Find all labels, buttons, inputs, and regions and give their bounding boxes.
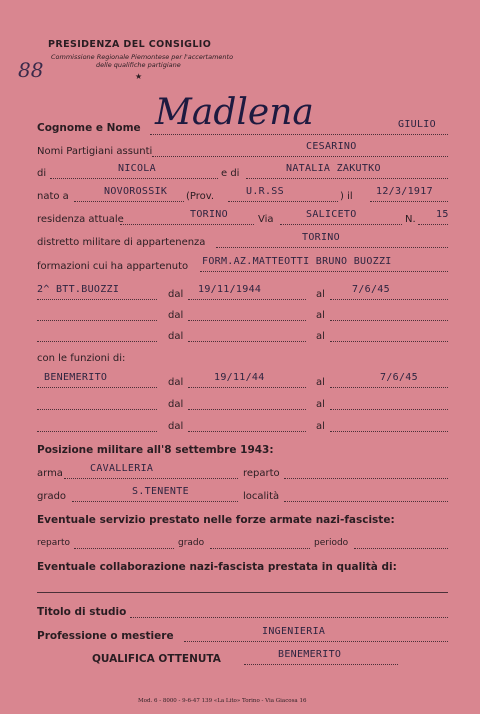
label-qualification: QUALIFICA OTTENUTA (92, 653, 221, 665)
print-footer: Mod. 6 - 8000 - 9-6-47 139 «La Lito» Torino - Via Giacosa 16 (138, 698, 307, 704)
value-profession: INGENIERIA (262, 626, 326, 637)
label-province: (Prov. (186, 191, 215, 202)
value-first-name: GIULIO (398, 119, 436, 130)
label-from: dal (168, 289, 184, 300)
value-birth-date: 12/3/1917 (376, 186, 433, 197)
label-born-in: nato a (37, 191, 69, 202)
header-title: PRESIDENZA DEL CONSIGLIO (48, 39, 212, 50)
star-icon: ★ (135, 72, 143, 81)
signature-surname: Madlena (155, 92, 314, 133)
label-period: periodo (314, 538, 349, 548)
label-father: di (37, 168, 47, 179)
label-residence: residenza attuale (37, 214, 124, 225)
label-street: Via (258, 214, 274, 225)
value-military-district: TORINO (302, 232, 340, 243)
label-partisan-names: Nomi Partigiani assunti (37, 146, 153, 157)
label-surname-name: Cognome e Nome (37, 122, 141, 134)
value-arm: CAVALLERIA (90, 463, 154, 474)
value-partisan-name: CESARINO (306, 141, 357, 152)
value-formation: FORM.AZ.MATTEOTTI BRUNO BUOZZI (202, 256, 392, 267)
line-surname-name (150, 134, 448, 135)
label-military-position: Posizione militare all'8 settembre 1943: (37, 444, 274, 456)
label-rank-2: grado (178, 538, 205, 548)
header-qualifications: delle qualifiche partigiane (96, 61, 181, 69)
value-street-number: 15 (436, 209, 449, 220)
value-function-to: 7/6/45 (380, 372, 418, 383)
label-collaboration: Eventuale collaborazione nazi-fascista prestata in qualità di: (37, 561, 397, 573)
label-functions: con le funzioni di: (37, 353, 126, 364)
value-from-date: 19/11/1944 (198, 284, 262, 295)
label-nazi-fascist-service: Eventuale servizio prestato nelle forze armate nazi-fasciste: (37, 514, 395, 526)
label-location: località (243, 491, 280, 502)
label-unit-2: reparto (37, 538, 71, 548)
label-formations: formazioni cui ha appartenuto (37, 261, 189, 272)
value-birthplace: NOVOROSSIK (104, 186, 168, 197)
label-number: N. (405, 214, 416, 225)
handwritten-number: 88 (18, 58, 44, 82)
value-function-from: 19/11/44 (214, 372, 265, 383)
value-qualification: BENEMERITO (278, 649, 342, 660)
label-rank: grado (37, 491, 67, 502)
label-born-on: ) il (340, 191, 353, 202)
label-to: al (316, 289, 325, 300)
value-father: NICOLA (118, 163, 156, 174)
label-mother: e di (221, 168, 240, 179)
label-unit: reparto (243, 468, 280, 479)
header-commission: Commissione Regionale Piemontese per l'accertamento (51, 53, 234, 61)
label-education: Titolo di studio (37, 606, 127, 618)
label-arm: arma (37, 468, 63, 479)
value-formation-unit: 2^ BTT.BUOZZI (37, 284, 120, 295)
label-profession: Professione o mestiere (37, 630, 174, 642)
registration-card: 88 PRESIDENZA DEL CONSIGLIO Commissione Regionale Piemontese per l'accertamento delle qualifiche partigiane ★ Cognome e Nome Madlena GIULIO Nomi Partigiani assunti CESARINO di NICOLA e di NATALIA ZAKUTKO nato a NOVOROSSIK (Prov. U.R.SS ) il 12/3/1917 residenza attuale TORINO Via SALICETO N. 15 distretto militare di appartenenza TORINO formazioni cui ha appartenuto FORM.AZ.MATTEOTTI BRUNO BUOZZI 2^ BTT.BUOZZI dal 19/11/1944 al 7/6/45 dal al dal al con le funzioni di: BENEMERITO dal 19/11/44 al 7/6/45 dal al dal al Posizione militare all'8 settembre 1943: arma CAVALLERIA reparto grado S.TENENTE località Eventuale servizio prestato nelle forze armate nazi-fasciste: reparto grado periodo Eventuale collaborazione nazi-fascista prestata in qualità di: Titolo di studio Professione o mestiere INGENIERIA QUALIFICA OTTENUTA BENEMERITO Mod. 6 - 8000 - 9-6-47 139 «La Lito» Torino - Via Giacosa 16 (0, 0, 480, 714)
value-province: U.R.SS (246, 186, 284, 197)
value-mother: NATALIA ZAKUTKO (286, 163, 381, 174)
value-rank: S.TENENTE (132, 486, 189, 497)
label-military-district: distretto militare di appartenenza (37, 237, 206, 248)
value-residence: TORINO (190, 209, 228, 220)
value-street: SALICETO (306, 209, 357, 220)
value-to-date: 7/6/45 (352, 284, 390, 295)
value-function: BENEMERITO (44, 372, 108, 383)
